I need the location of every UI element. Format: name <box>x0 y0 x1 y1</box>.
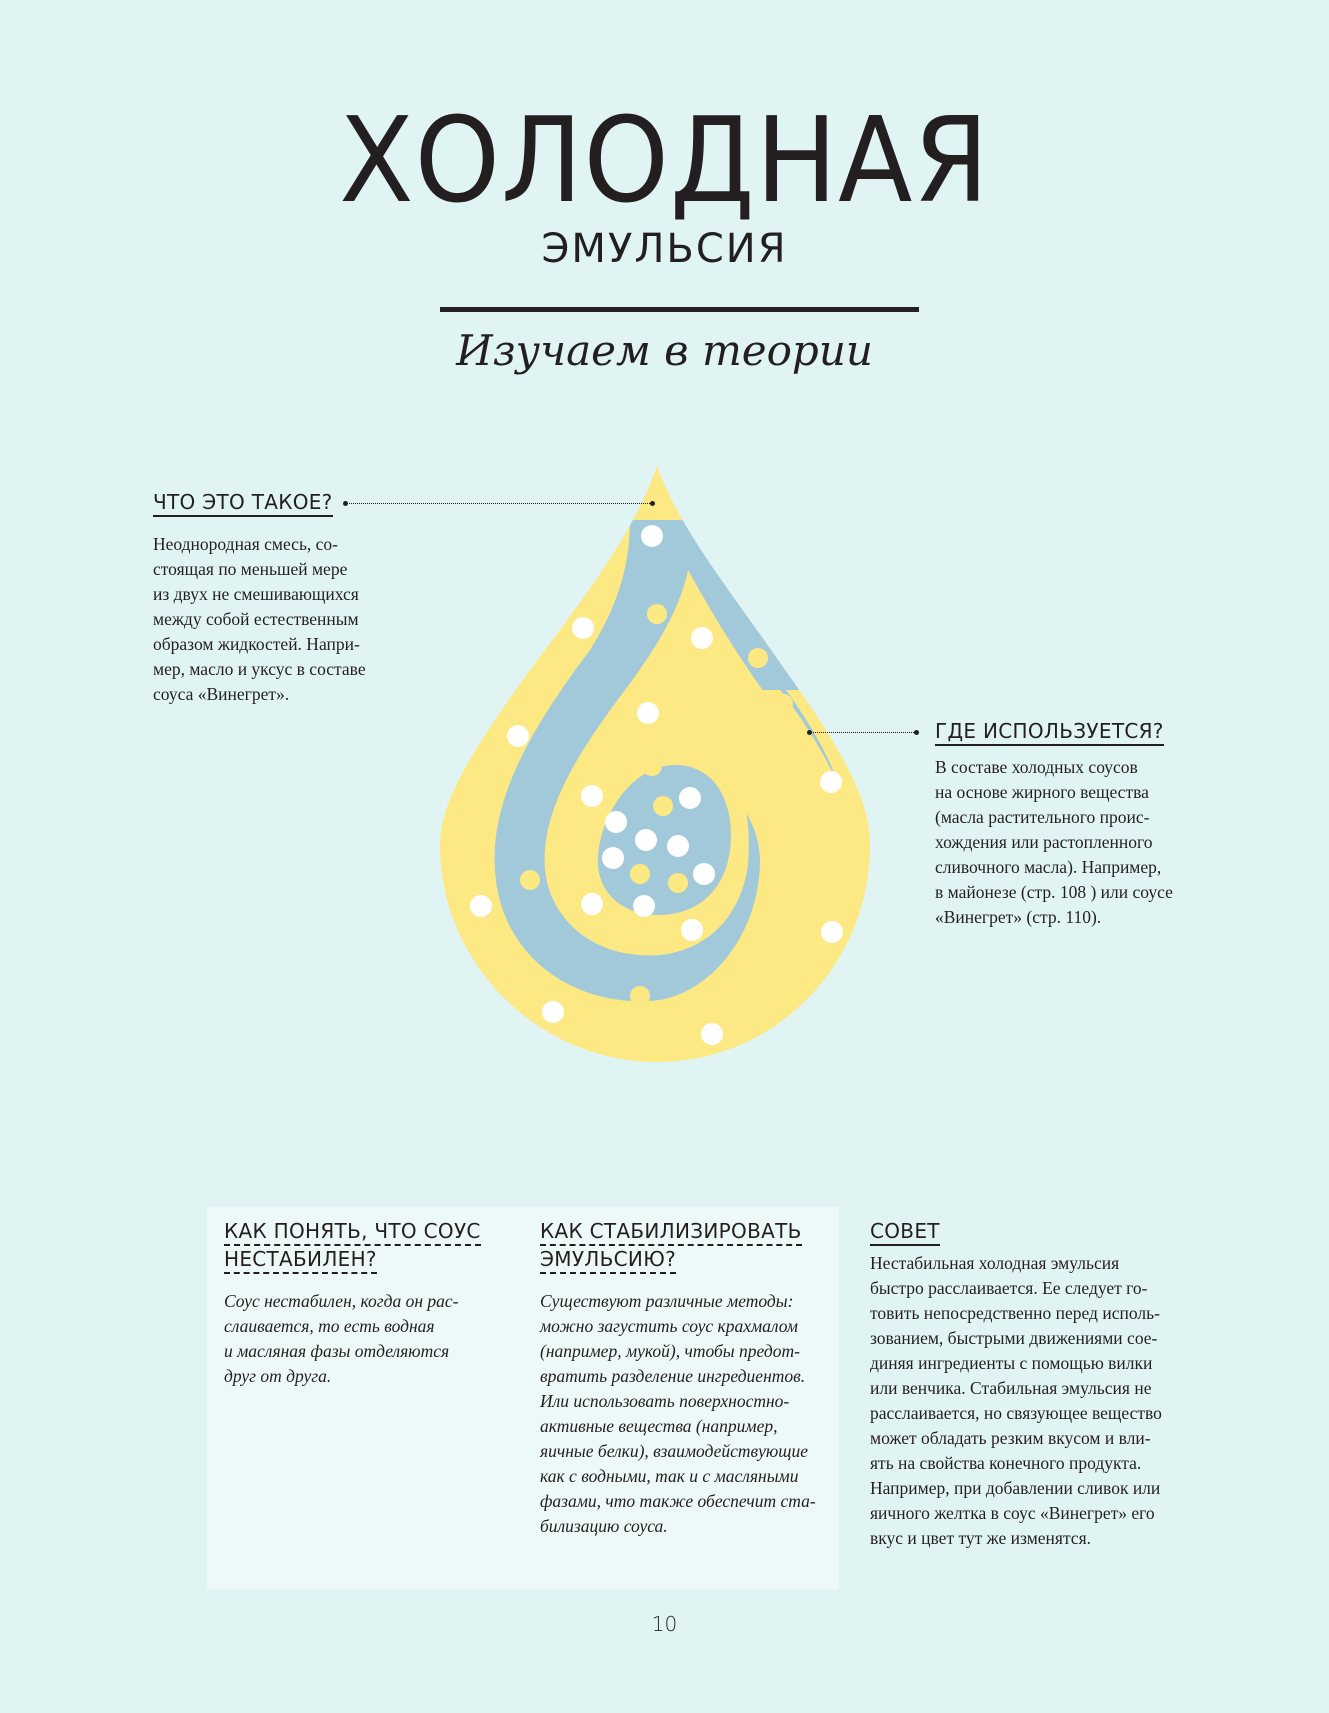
page-number: 10 <box>651 1612 678 1636</box>
unstable-heading-line2: НЕСТАБИЛЕН? <box>224 1247 377 1274</box>
where-used-heading: ГДЕ ИСПОЛЬЗУЕТСЯ? <box>935 719 1164 746</box>
tip-text: Нестабильная холодная эмульсия быстро расслаивается. Ее следует го- товить непосредственно перед исполь- зованием, быстрыми движениями сое- диняя ингредиенты с помощью вилки или венчика. Стабильная эмульсия не расслаивается, но связующее вещество может обладать резким вкусом и вли- ять на свойства конечного продукта. Например, при добавлении сливок или яичного желтка в соус «Винегрет» его вкус и цвет тут же изменятся. <box>870 1253 1162 1548</box>
tip-heading: СОВЕТ <box>870 1219 940 1246</box>
unstable-block <box>224 1217 494 1389</box>
stabilize-heading-line2: ЭМУЛЬСИЮ? <box>540 1247 676 1274</box>
where-used-block <box>935 717 1195 930</box>
stabilize-heading-line1: КАК СТАБИЛИЗИРОВАТЬ <box>540 1219 802 1246</box>
where-leader-dot-end <box>914 730 919 735</box>
tip-block <box>870 1217 1200 1551</box>
what-leader-dot-end <box>650 501 655 506</box>
stabilize-text: Существуют различные методы: можно загустить соус крахмалом (например, мукой), чтобы предот- вратить разделение ингредиентов. Или использовать поверхностно- активные вещества (например, яичные белки), взаимодействующие как с водными, так и с масляными фазами, что также обеспечит ста- билизацию соуса. <box>540 1291 816 1536</box>
stabilize-block <box>540 1217 830 1539</box>
unstable-heading-line1: КАК ПОНЯТЬ, ЧТО СОУС <box>224 1219 481 1246</box>
what-is-it-text: Неоднородная смесь, со- стоящая по меньшей мере из двух не смешивающихся между собой естественным образом жидкостей. Напри- мер, масло и уксус в составе соуса «Винегрет». <box>153 534 366 704</box>
what-is-it-block <box>153 488 403 707</box>
where-leader-line <box>810 732 916 733</box>
emulsion-drop-icon <box>430 460 890 1080</box>
section-tagline: Изучаем в теории <box>456 326 873 375</box>
where-leader-dot-start <box>807 730 812 735</box>
title-divider <box>440 307 919 312</box>
unstable-text: Соус нестабилен, когда он рас- слаивается, то есть водная и масляная фазы отделяются друг от друга. <box>224 1291 459 1386</box>
where-used-text: В составе холодных соусов на основе жирного вещества (масла растительного проис- хождения или растопленного сливочного масла). Например, в майонезе (стр. 108 ) или соусе «Винегрет» (стр. 110). <box>935 757 1173 927</box>
page-subtitle: ЭМУЛЬСИЯ <box>541 226 788 272</box>
what-is-it-heading: ЧТО ЭТО ТАКОЕ? <box>153 490 333 517</box>
page-title: ХОЛОДНАЯ <box>339 91 990 229</box>
